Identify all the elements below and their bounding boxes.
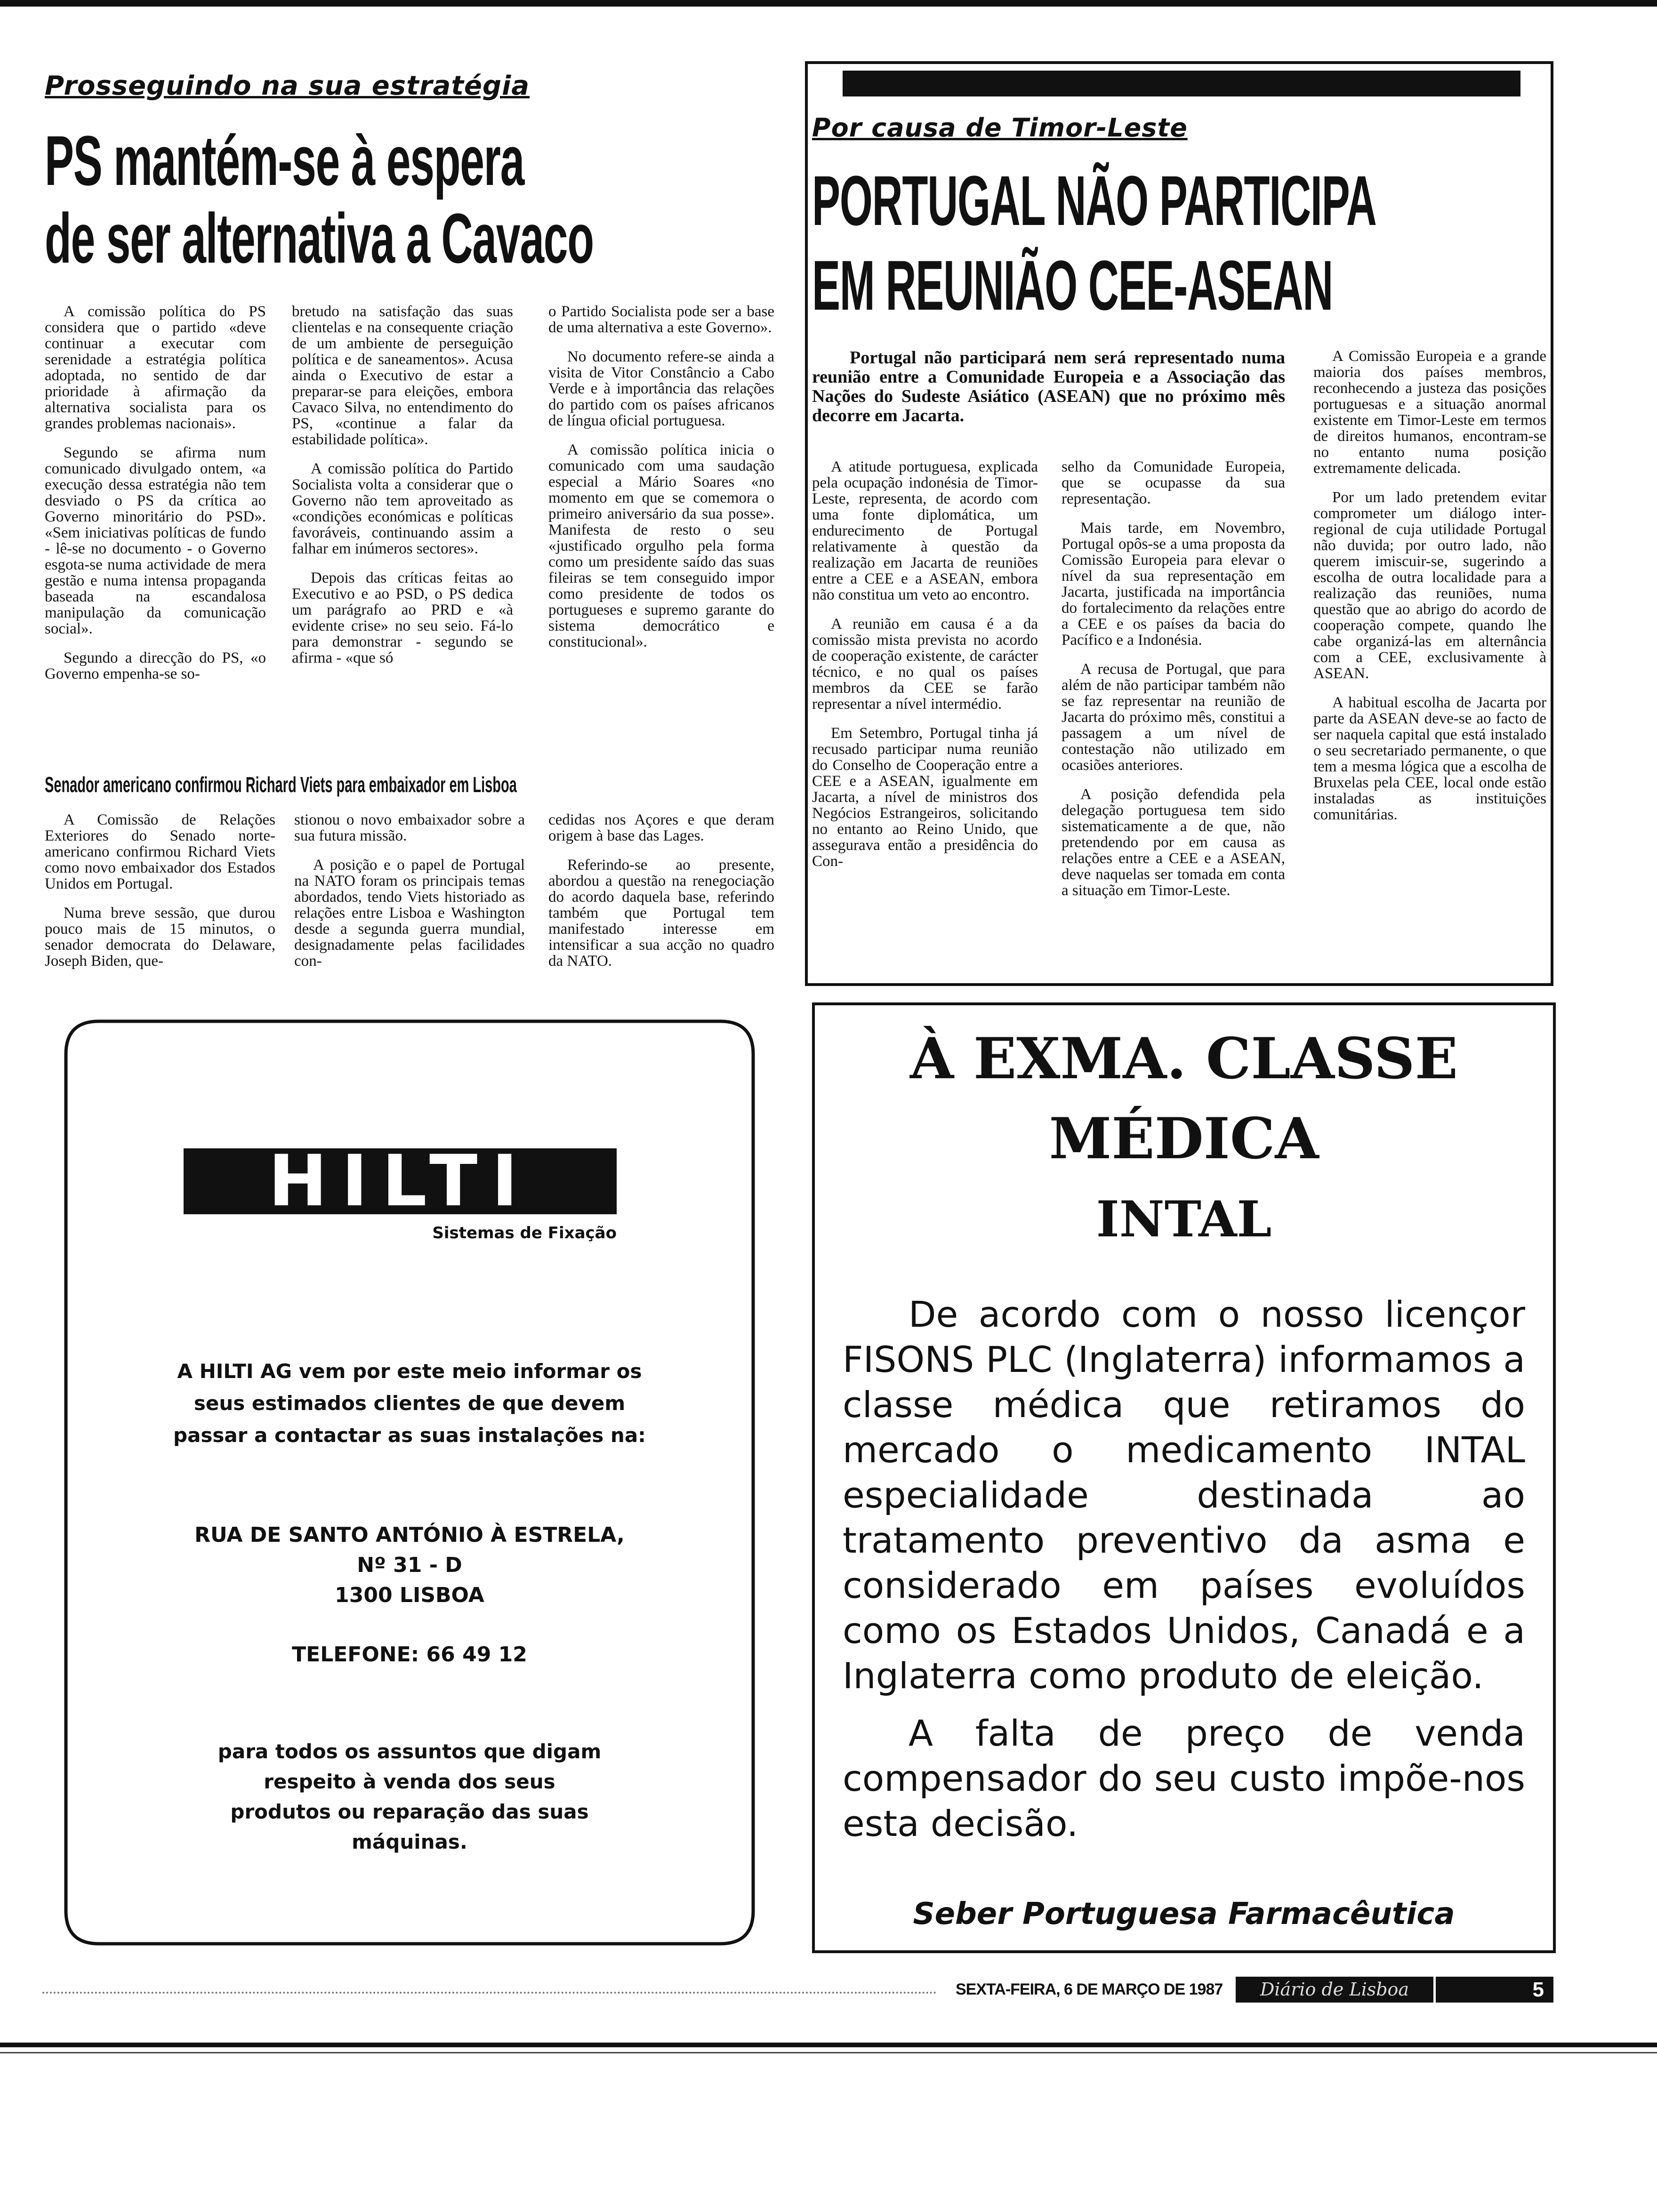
senator-col1-p1: A Comissão de Relações Exteriores do Senado norte-americano confirmou Richard Viets como novo embaixador dos Estados Unidos em Portugal. — [45, 811, 275, 892]
timor-col3-p1: A Comissão Europeia e a grande maioria dos países membros, reconhecendo a justeza das posições portuguesas e a situação anormal existente em Timor-Leste em termos de direitos humanos, encontram-se no entanto numa posição extremamente delicada. — [1313, 348, 1546, 477]
ps-col3-p3: A comissão política inicia o comunicado com uma saudação especial a Mário Soares «no momento em que se comemora o primeiro aniversário da sua posse». Manifesta de resto o seu «justificado orgulho pela forma como um presidente saído das suas fileiras se tem conseguido impor como presidente de todos os portugueses e supremo garante do sistema democrático e constitucional». — [548, 441, 774, 650]
timor-top-bar — [843, 71, 1520, 96]
ps-col3-p1: o Partido Socialista pode ser a base de uma alternativa a este Governo». — [548, 303, 774, 336]
intal-title-line2: MÉDICA — [1049, 1106, 1319, 1172]
timor-kicker: Por causa de Timor-Leste — [812, 113, 1188, 143]
timor-col3-p3: A habitual escolha de Jacarta por parte da ASEAN deve-se ao facto de ser naquela capital que está instalado o seu secretariado permanente, o que tem a mesma lógica que a escolha de Bruxelas pela CEE, local onde estão instaladas as instituições comunitárias. — [1313, 694, 1546, 823]
timor-col1-p2: A reunião em causa é a da comissão mista prevista no acordo de cooperação existente, de carácter técnico, e no qual os países membros da CEE se farão representar a nível intermédio. — [812, 616, 1038, 713]
timor-col3-p2: Por um lado pretendem evitar comprometer um diálogo inter-regional de cuja utilidade Portugal não duvida; por outro lado, não querem imiscuir-se, sugerindo a escolha de outra localidade para a realização das reuniões, numa questão que ao abrigo do acordo de cooperação compete, quando lhe cabe organizá-las em alternância com a CEE, exclusivamente à ASEAN. — [1313, 489, 1546, 682]
hilti-address-line2: Nº 31 - D — [357, 1553, 462, 1577]
footer-masthead: Diário de Lisboa — [1260, 1979, 1409, 2000]
ps-kicker: Prosseguindo na sua estratégia — [45, 71, 530, 101]
hilti-phone: TELEFONE: 66 49 12 — [292, 1643, 527, 1667]
timor-column-3 — [1313, 348, 1546, 836]
senator-column-2 — [294, 812, 525, 982]
timor-column-2 — [1062, 459, 1285, 912]
hilti-ad — [56, 1012, 763, 1953]
senator-headline: Senador americano confirmou Richard Viets para embaixador em Lisboa — [45, 772, 517, 797]
timor-col2-p2: Mais tarde, em Novembro, Portugal opôs-se a uma proposta da Comissão Europeia para elevar o nível da sua representação em Jacarta, justificada na importância do fortalecimento da relações entre a CEE e os países da bacia do Pacífico e a Indonésia. — [1062, 520, 1285, 649]
timor-col2-p1: selho da Comunidade Europeia, que se ocupasse da sua representação. — [1062, 458, 1285, 507]
footer-page-block — [1436, 1977, 1553, 2003]
senator-col2-p1: stionou o novo embaixador sobre a sua futura missão. — [294, 811, 525, 844]
footer-dotted-rule — [42, 1992, 937, 1994]
hilti-intro: A HILTI AG vem por este meio informar os seus estimados clientes de que devem passar a contactar as suas instalações na: — [173, 1360, 646, 1447]
senator-col3-p2: Referindo-se ao presente, abordou a questão na renegociação do acordo daquela base, referindo também que Portugal tem manifestado interesse em intensificar a sua acção no quadro da NATO. — [548, 857, 774, 970]
page-top-rule — [0, 0, 1657, 7]
ps-col1-p1: A comissão política do PS considera que o partido «deve continuar a executar com serenidade a estratégia política adoptada, no sentido de dar prioridade à afirmação da alternativa socialista para os grandes problemas nacionais». — [45, 303, 266, 432]
timor-headline-line1: PORTUGAL NÃO PARTICIPA — [812, 161, 1376, 240]
ps-col3-p2: No documento refere-se ainda a visita de Vitor Constâncio a Cabo Verde e à importância das relações do partido com os países africanos de língua oficial portuguesa. — [548, 348, 774, 429]
timor-col2-p3: A recusa de Portugal, que para além de não participar também não se faz representar na reunião de Jacarta do próximo mês, constitui a passagem a um nível de contestação não utilizado em ocasiões anteriores. — [1062, 661, 1285, 774]
page-bottom-thin-rule — [0, 2052, 1657, 2053]
timor-lead: Portugal não participará nem será representado numa reunião entre a Comunidade Europeia e a Associação das Nações do Sudeste Asiático (ASEAN) que no próximo mês decorre em Jacarta. — [812, 348, 1285, 425]
ps-col2-p3: Depois das críticas feitas ao Executivo e ao PSD, o PS dedica um parágrafo ao PRD e «à evidente crise» no seu seio. Fá-lo para demonstrar - segundo se afirma - «que só — [292, 569, 513, 666]
hilti-address-line3: 1300 LISBOA — [335, 1583, 484, 1607]
ps-col2-p2: A comissão política do Partido Socialista volta a considerar que o Governo não tem aproveitado as «condições económicas e políticas favoráveis, continuando assim a falhar em inúmeros sectores». — [292, 460, 513, 557]
intal-signature: Seber Portuguesa Farmacêutica — [913, 1897, 1455, 1931]
hilti-logo-text: HILTI — [268, 1140, 532, 1222]
footer-masthead-block — [1236, 1977, 1433, 2003]
senator-col1-p2: Numa breve sessão, que durou pouco mais de 15 minutos, o senador democrata do Delaware, Joseph Biden, que- — [45, 905, 275, 970]
hilti-address — [155, 1520, 664, 1611]
intal-paragraph-2: A falta de preço de venda compensador do seu custo impõe-nos esta decisão. — [843, 1712, 1525, 1844]
ps-col1-p3: Segundo a direcção do PS, «o Governo empenha-se so- — [45, 649, 266, 682]
ps-column-2 — [292, 304, 513, 679]
senator-col3-p1: cedidas nos Açores e que deram origem à base das Lages. — [548, 811, 774, 844]
senator-col2-p2: A posição e o papel de Portugal na NATO foram os principais temas abordados, tendo Viets historiado as relações entre Lisboa e Washington desde a segunda guerra mundial, designadamente pelas facilidades con- — [294, 857, 525, 970]
timor-headline-line2: EM REUNIÃO CEE-ASEAN — [812, 246, 1333, 325]
ps-headline-line2: de ser alternativa a Cavaco — [45, 199, 594, 278]
timor-col1-p1: A atitude portuguesa, explicada pela ocupação indonésia de Timor-Leste, representa, de acordo com uma fonte diplomática, um endurecimento de Portugal relativamente à questão da realização em Jacarta de reuniões entre a CEE e a ASEAN, embora não constitua um veto ao encontro. — [812, 458, 1038, 603]
timor-column-1 — [812, 459, 1038, 882]
ps-col2-p1: bretudo na satisfação das suas clientelas e na consequente criação de um ambiente de perseguição política e de saneamentos». Acusa ainda o Executivo de estar a preparar-se para eleições, embora Cavaco Silva, no entendimento do PS, «continue a falar da estabilidade política». — [292, 303, 513, 448]
senator-column-1 — [45, 812, 275, 982]
footer-date: SEXTA-FEIRA, 6 DE MARÇO DE 1987 — [956, 1980, 1223, 1998]
timor-col2-p4: A posição defendida pela delegação portuguesa tem sido sistematicamente a de que, não pretendendo por em causa as relações entre a CEE e a ASEAN, deve naquelas ser tomada em conta a situação em Timor-Leste. — [1062, 786, 1285, 899]
intal-paragraph-1: De acordo com o nosso licençor FISONS PLC (Inglaterra) informamos a classe médica que retiramos do mercado o medicamento INTAL especialidade destinada ao tratamento preventivo da asma e considerado em países evoluídos como os Estados Unidos, Canadá e a Inglaterra como produto de eleição. — [843, 1293, 1525, 1697]
page-bottom-rule — [0, 2043, 1657, 2047]
senator-column-3 — [548, 812, 774, 982]
footer-page-number: 5 — [1532, 1978, 1544, 2001]
ps-column-1 — [45, 304, 266, 695]
intal-title — [812, 1019, 1556, 1259]
hilti-logo-block — [184, 1140, 617, 1222]
ps-column-3 — [548, 304, 774, 663]
intal-title-line3: INTAL — [1096, 1190, 1272, 1248]
hilti-closing: para todos os assuntos que digam respeito à venda dos seus produtos ou reparação das suas máquinas. — [217, 1740, 602, 1853]
hilti-tagline: Sistemas de Fixação — [432, 1224, 617, 1242]
intal-title-line1: À EXMA. CLASSE — [909, 1026, 1458, 1092]
timor-col1-p3: Em Setembro, Portugal tinha já recusado participar numa reunião do Conselho de Cooperação entre a CEE e a ASEAN, igualmente em Jacarta, a nível de ministros dos Negócios Estrangeiros, solicitando no entanto ao Reino Unido, que assegurava então a presidência do Con- — [812, 725, 1038, 870]
ps-col1-p2: Segundo se afirma num comunicado divulgado ontem, «a execução dessa estratégia não tem desviado o PS da crítica ao Governo minoritário do PSD». «Sem iniciativas políticas de fundo - lê-se no documento - o Governo esgota-se numa actividade de mera gestão e numa intensa propaganda baseada na escandalosa manipulação da comunicação social». — [45, 444, 266, 637]
hilti-address-line1: RUA DE SANTO ANTÓNIO À ESTRELA, — [194, 1523, 625, 1547]
ps-headline-line1: PS mantém-se à espera — [45, 121, 524, 200]
